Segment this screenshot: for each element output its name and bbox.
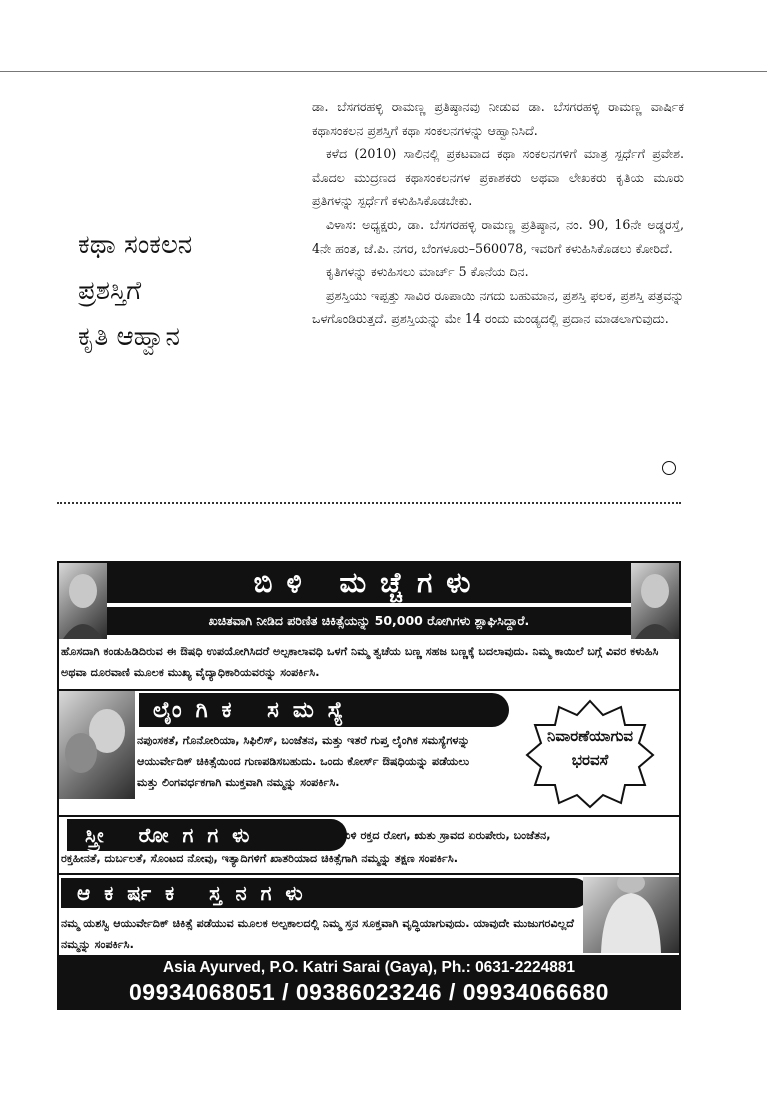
sexual-problems-heading: ಲೈಂಗಿಕ ಸಮಸ್ಯೆ xyxy=(139,693,509,727)
headline-line: ಕಥಾ ಸಂಕಲನ xyxy=(78,230,193,260)
headline-line: ಪ್ರಶಸ್ತಿಗೆ xyxy=(78,276,142,306)
badge-line: ನಿವಾರಣೆಯಾಗುವ xyxy=(547,727,633,745)
woman-face-photo-left xyxy=(59,563,107,639)
womens-diseases-text-rest: ರಕ್ತಹೀನತೆ, ದುರ್ಬಲತೆ, ಸೊಂಟದ ನೋವು, ಇತ್ಯಾದಿಗಳಿಗೆ ಖಾತರಿಯಾದ ಚಿಕಿತ್ಸೆಗಾಗಿ ನಮ್ಮನ್ನು ತಕ್ಷಣ ಸಂಪರ್ಕಿಸಿ. xyxy=(61,852,459,865)
section-divider xyxy=(59,815,679,817)
couple-photo xyxy=(59,691,135,799)
top-rule xyxy=(0,71,767,72)
woman-face-photo-right xyxy=(631,563,679,639)
cure-assurance-badge xyxy=(525,699,655,809)
article-headline xyxy=(78,222,278,360)
dotted-divider xyxy=(57,502,681,504)
article-paragraph: ಕೃತಿಗಳನ್ನು ಕಳುಹಿಸಲು ಮಾರ್ಚ್ 5 ಕೊನೆಯ ದಿನ. xyxy=(326,264,529,280)
contact-address: Asia Ayurved, P.O. Katri Sarai (Gaya), Ph.: 0631-2224881 xyxy=(162,959,576,976)
womens-diseases-text-first: ಬಿಳಿ ರಕ್ತದ ರೋಗ, ಋತು ಸ್ರಾವದ ಏರುಪೇರು, ಬಂಜೆತನ, xyxy=(343,829,551,842)
badge-line: ಭರವಸೆ xyxy=(571,751,609,769)
headline-line: ಕೃತಿ ಆಹ್ವಾನ xyxy=(78,322,180,352)
breast-enhancement-text: ನಮ್ಮ ಯಶಸ್ವಿ ಆಯುರ್ವೇದಿಕ್ ಚಿಕಿತ್ಸೆ ಪಡೆಯುವ ಮೂಲಕ ಅಲ್ಪಕಾಲದಲ್ಲಿ ನಿಮ್ಮ ಸ್ತನ ಸೂಕ್ತವಾಗಿ ವೃದ್ಧಿಯಾಗುವುದು. ಯಾವುದೇ ಮುಜುಗರವಿಲ್ಲದೆ ನಮ್ಮನ್ನು ಸಂಪರ್ಕಿಸಿ. xyxy=(61,917,574,951)
white-patches-text: ಹೊಸದಾಗಿ ಕಂಡುಹಿಡಿದಿರುವ ಈ ಔಷಧಿ ಉಪಯೋಗಿಸಿದರೆ ಅಲ್ಪಕಾಲಾವಧಿ ಒಳಗೆ ನಿಮ್ಮ ತ್ವಚೆಯ ಬಣ್ಣ ಸಹಜ ಬಣ್ಣಕ್ಕೆ ಬದಲಾವುದು. ನಿಮ್ಮ ಕಾಯಿಲೆ ಬಗ್ಗೆ ವಿವರ ಕಳುಹಿಸಿ ಅಥವಾ ದೂರವಾಣಿ ಮೂಲಕ ಮುಖ್ಯ ವೈದ್ಯಾಧಿಕಾರಿಯವರನ್ನು ಸಂಪರ್ಕಿಸಿ. xyxy=(61,645,659,679)
section-divider xyxy=(59,873,679,875)
article-paragraph: ಪ್ರಶಸ್ತಿಯು ಇಪ್ಪತ್ತು ಸಾವಿರ ರೂಪಾಯಿ ನಗದು ಬಹುಮಾನ, ಪ್ರಶಸ್ತಿ ಫಲಕ, ಪ್ರಶಸ್ತಿ ಪತ್ರವನ್ನು ಒಳಗೊಂಡಿರುತ್ತದೆ. ಪ್ರಶಸ್ತಿಯನ್ನು ಮೇ 14 ರಂದು ಮಂಡ್ಯದಲ್ಲಿ ಪ್ರದಾನ ಮಾಡಲಾಗುವುದು. xyxy=(312,287,684,327)
breast-enhancement-heading: ಆಕರ್ಷಕ ಸ್ತನಗಳು xyxy=(61,878,589,908)
womens-diseases-heading: ಸ್ತ್ರೀ ರೋಗಗಳು xyxy=(67,819,347,851)
article-paragraph: ಡಾ. ಬೆಸಗರಹಳ್ಳಿ ರಾಮಣ್ಣ ಪ್ರತಿಷ್ಠಾನವು ನೀಡುವ ಡಾ. ಬೆಸಗರಹಳ್ಳಿ ರಾಮಣ್ಣ ವಾರ್ಷಿಕ ಕಥಾಸಂಕಲನ ಪ್ರಶಸ್ತಿಗೆ ಕಥಾ ಸಂಕಲನಗಳನ್ನು ಆಹ್ವಾನಿಸಿದೆ. xyxy=(312,99,684,138)
contact-footer xyxy=(59,955,679,1008)
contact-phone-numbers: 09934068051 / 09386023246 / 09934066680 xyxy=(129,979,609,1005)
ayurved-advertisement xyxy=(57,561,681,1010)
article-paragraph: ಕಳೆದ (2010) ಸಾಲಿನಲ್ಲಿ ಪ್ರಕಟವಾದ ಕಥಾ ಸಂಕಲನಗಳಿಗೆ ಮಾತ್ರ ಸ್ಪರ್ಧೆಗೆ ಪ್ರವೇಶ. ಮೊದಲ ಮುದ್ರಣದ ಕಥಾಸಂಕಲನಗಳ ಪ್ರಕಾಶಕರು ಅಥವಾ ಲೇಖಕರು ಕೃತಿಯ ಮೂರು ಪ್ರತಿಗಳನ್ನು ಸ್ಪರ್ಧೆಗೆ ಕಳುಹಿಸಿಕೊಡಬೇಕು. xyxy=(312,146,684,209)
sexual-problems-text: ನಪುಂಸಕತೆ, ಗೊನೋರಿಯಾ, ಸಿಫಿಲಿಸ್, ಬಂಜೆತನ, ಮತ್ತು ಇತರೆ ಗುಪ್ತ ಲೈಂಗಿಕ ಸಮಸ್ಯೆಗಳನ್ನು ಆಯುರ್ವೇದಿಕ್ ಚಿಕಿತ್ಸೆಯಿಂದ ಗುಣಪಡಿಸಬಹುದು. ಒಂದು ಕೋರ್ಸ್ ಔಷಧಿಯನ್ನು ಪಡೆಯಲು ಮತ್ತು ಲಿಂಗವರ್ಧಕಗಾಗಿ ಮುಕ್ತವಾಗಿ ನಮ್ಮನ್ನು ಸಂಪರ್ಕಿಸಿ. xyxy=(137,734,470,789)
woman-torso-photo xyxy=(583,877,679,953)
end-of-article-mark xyxy=(662,461,676,475)
article-paragraph: ವಿಳಾಸ: ಅಧ್ಯಕ್ಷರು, ಡಾ. ಬೆಸಗರಹಳ್ಳಿ ರಾಮಣ್ಣ ಪ್ರತಿಷ್ಠಾನ, ನಂ. 90, 16ನೇ ಅಡ್ಡರಸ್ತೆ, 4ನೇ ಹಂತ, ಜೆ.ಪಿ. ನಗರ, ಬೆಂಗಳೂರು–560078, ಇವರಿಗೆ ಕಳುಹಿಸಿಕೊಡಲು ಕೋರಿದೆ. xyxy=(312,216,684,256)
section-divider xyxy=(59,689,679,691)
white-patches-subheading: ಖಚಿತವಾಗಿ ನೀಡಿದ ಪರಿಣಿತ ಚಿಕಿತ್ಸೆಯನ್ನು 50,000 ರೋಗಿಗಳು ಶ್ಲಾಘಿಸಿದ್ದಾರೆ. xyxy=(107,607,631,635)
article-body xyxy=(312,95,684,331)
white-patches-heading: ಬಿಳಿ ಮಚ್ಚೆಗಳು xyxy=(107,563,631,603)
